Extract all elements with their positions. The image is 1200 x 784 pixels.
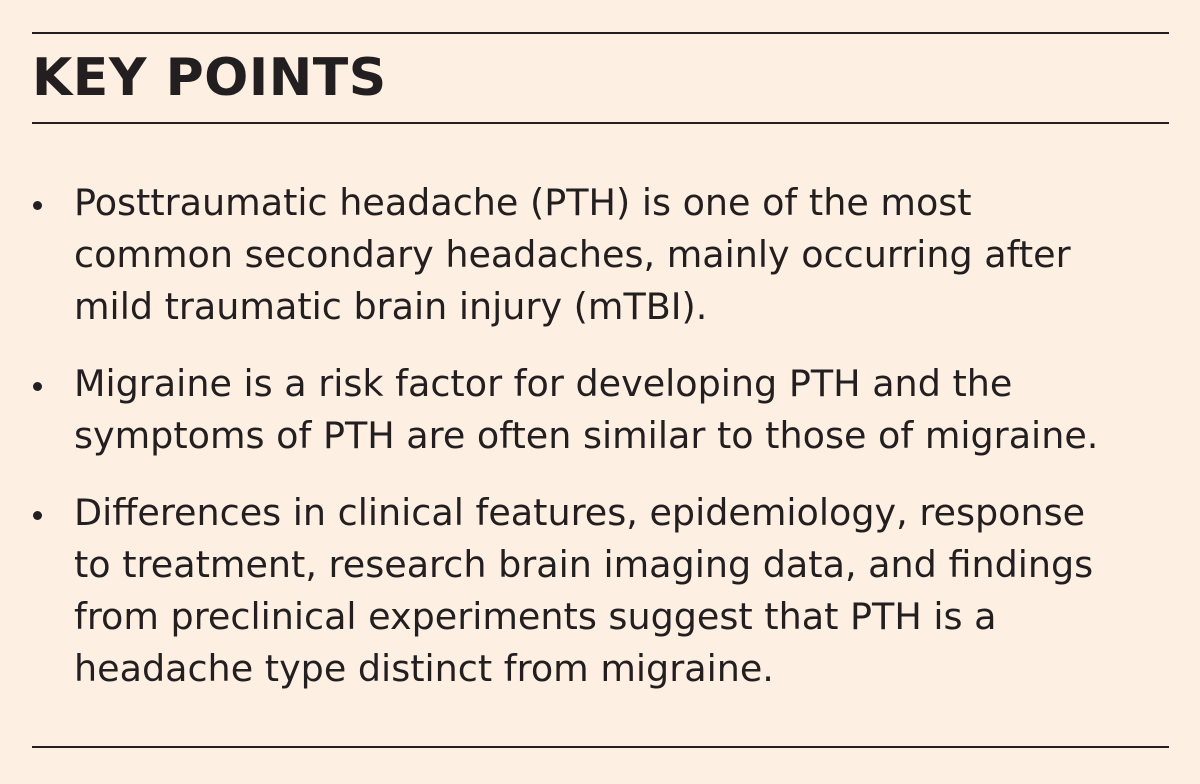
section-heading: KEY POINTS	[32, 48, 387, 108]
heading-rule	[32, 122, 1169, 124]
bullet-icon	[33, 511, 42, 520]
list-item-text: Differences in clinical features, epidemiology, response to treatment, research brain imaging data, and findings from preclinical experiments suggest that PTH is a headache type distinct from migraine.	[74, 491, 1094, 690]
list-item-text: Posttraumatic headache (PTH) is one of the most common secondary headaches, mainly occurring after mild traumatic brain injury (mTBI).	[74, 181, 1071, 328]
bottom-rule	[32, 746, 1169, 748]
bullet-icon	[33, 382, 42, 391]
list-item	[28, 487, 1173, 695]
top-rule	[32, 32, 1169, 34]
list-item	[28, 358, 1173, 462]
key-points-list	[28, 177, 1173, 695]
list-item-text: Migraine is a risk factor for developing PTH and the symptoms of PTH are often similar to those of migraine.	[74, 362, 1099, 457]
bullet-icon	[33, 201, 42, 210]
list-item	[28, 177, 1173, 333]
